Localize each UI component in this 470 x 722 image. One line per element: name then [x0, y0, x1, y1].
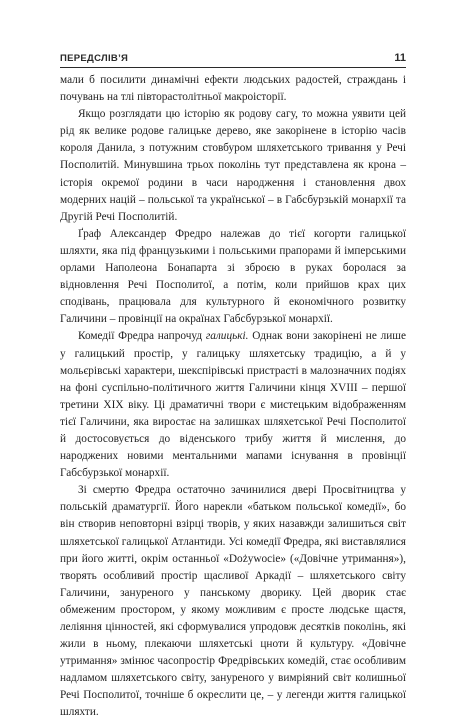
- paragraph-3: Ґраф Александер Фредро належав до тієї когорти галицької шляхти, яка під французькими і польськими прапорами й імперськими орлами Наполеона Бонапарта зі зброєю в руках боролася за відновлення Речі Посполитої, а потім, коли прийшов крах цих сподівань, працювала для культурного й економічного розвитку Галичини – провінції на окраїнах Габсбурзької монархії.: [60, 227, 406, 326]
- page-number: 11: [394, 52, 406, 64]
- emphasis-italic: галицькі.: [205, 330, 249, 343]
- running-title: ПЕРЕДСЛІВ’Я: [60, 53, 129, 64]
- header-divider: [60, 67, 406, 68]
- running-header: [60, 50, 406, 64]
- paragraph-5: Зі смертю Фредра остаточно зачинилися двері Просвітництва у польській драматургії. Його нарекли «батьком польської комедії», бо він створив неповторні взірці творів, у яких назавжди залишиться світ шляхетської галицької Атлантиди. Усі комедії Фредра, які виставлялися при його житті, окрім останньої «Dożywocie» («Довічне утримання»), творять особливий простір щасливої Аркадії – шляхетського світу Галичини, зануреного у панському дворику. Цей дворик стає обмеженим простором, у якому можливим є просте людське щастя, леліяння цінностей, які сформувалися упродовж десятків поколінь, які жили в ньому, плекаючи шляхетські цноти й культуру. «Довічне утримання» змінює часопростір Фредрівських комедій, стає особливим надламом шляхетського світу, зануреного у вимріяний світ колишньої Речі Посполитої, точніше б окреслити це, – у легенди життя галицької шляхти.: [60, 484, 406, 719]
- body-text: [60, 72, 406, 722]
- paragraph-4-rest: Однак вони закорінені не лише у галицький простір, у галицьку шляхетську традицію, а й у мольєрівські характери, шекспірівські пристрасті в малозначних подіях на фоні суспільно-політичного життя Галичини кінця XVIII – першої третини XIX віку. Ці драматичні твори є мистецьким відображенням тієї Галичини, яка виростає на залишках шляхетської Речі Посполитої й достосовується до віденського трибу життя й мислення, до народжених новими ментальними мапами існування в провінції Габсбурзької монархії.: [60, 330, 406, 480]
- paragraph-1: мали б посилити динамічні ефекти людських радостей, страждань і почувань на тлі півторастолітньої макроісторії.: [60, 74, 406, 104]
- paragraph-4: [60, 328, 406, 482]
- paragraph-4-lead: Комедії Фредра напрочуд: [78, 330, 206, 343]
- paragraph-2: Якщо розглядати цю історію як родову сагу, то можна уявити цей рід як велике родове галицьке дерево, яке закорінене в історію часів короля Данила, з потужним стовбуром шляхетського тривання у Речі Посполитій. Минувшина трьох поколінь тут представлена як крона – історія окремої родини в часи народження і становлення двох модерних націй – польської та української – в Габсбурзькій монархії та Другій Речі Посполитій.: [60, 108, 406, 223]
